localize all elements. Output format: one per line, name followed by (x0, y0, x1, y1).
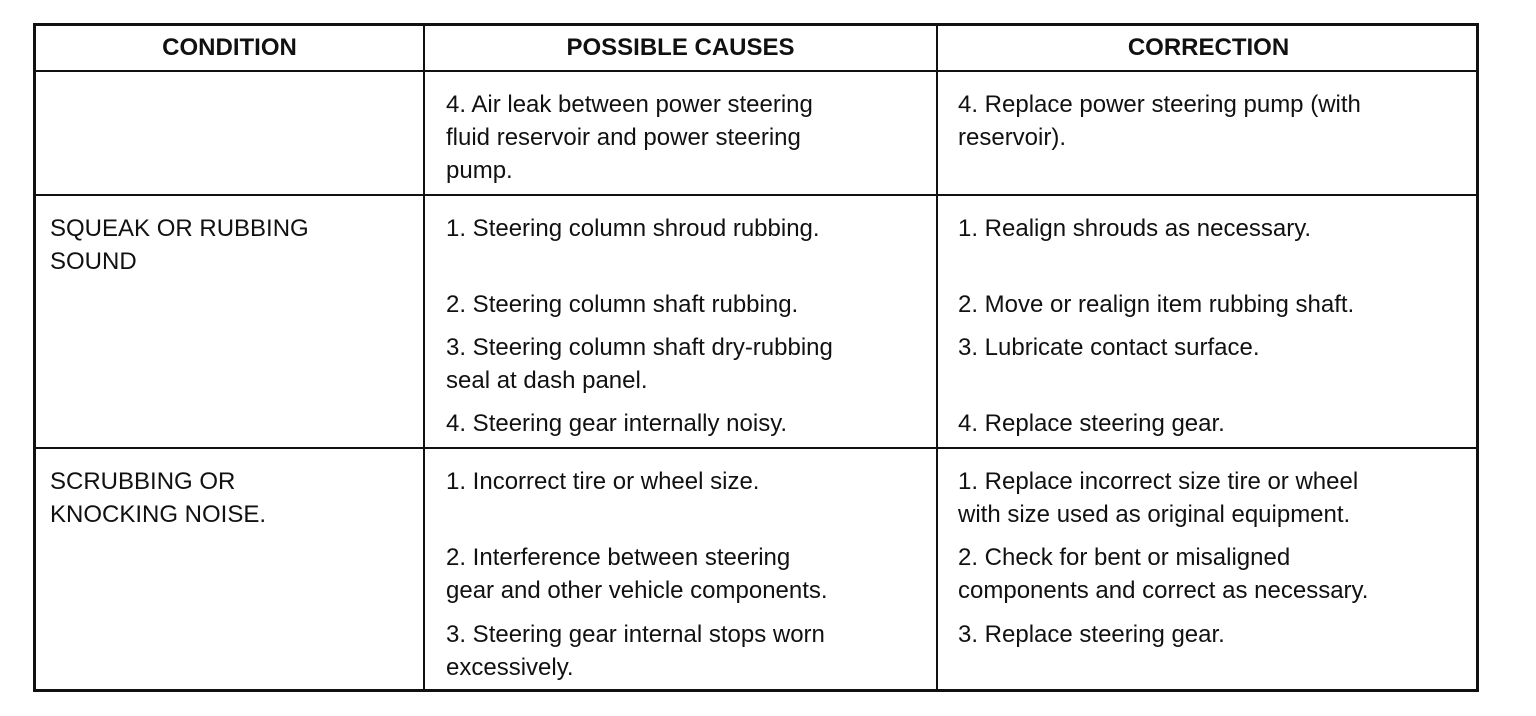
row-3-cause-2: 2. Interference between steering gear and other vehicle components. (446, 544, 828, 604)
row-3-correction-3: 3. Replace steering gear. (958, 621, 1225, 648)
row-3-cause-1: 1. Incorrect tire or wheel size. (446, 468, 760, 495)
row-2-correction-2: 2. Move or realign item rubbing shaft. (958, 291, 1355, 318)
row-1-correction-4: 4. Replace power steering pump (with reservoir). (958, 91, 1361, 151)
row-divider (36, 194, 1476, 196)
header-correction: CORRECTION (1127, 34, 1290, 61)
header-possible-causes: POSSIBLE CAUSES (566, 34, 795, 61)
row-3-condition: SCRUBBING OR KNOCKING NOISE. (50, 468, 267, 528)
column-divider (936, 26, 938, 689)
row-3-cause-3: 3. Steering gear internal stops worn excessively. (446, 621, 825, 681)
row-2-correction-4: 4. Replace steering gear. (958, 410, 1225, 437)
column-divider (423, 26, 425, 689)
row-2-correction-1: 1. Realign shrouds as necessary. (958, 215, 1312, 242)
row-3-correction-1: 1. Replace incorrect size tire or wheel with size used as original equipment. (958, 468, 1359, 528)
row-3-correction-2: 2. Check for bent or misaligned components and correct as necessary. (958, 544, 1369, 604)
troubleshooting-table (33, 23, 1479, 692)
row-2-cause-2: 2. Steering column shaft rubbing. (446, 291, 799, 318)
header-condition: CONDITION (162, 34, 297, 61)
row-divider (36, 447, 1476, 449)
row-2-cause-4: 4. Steering gear internally noisy. (446, 410, 788, 437)
row-2-condition: SQUEAK OR RUBBING SOUND (50, 215, 309, 275)
row-2-cause-1: 1. Steering column shroud rubbing. (446, 215, 820, 242)
row-1-cause-4: 4. Air leak between power steering fluid reservoir and power steering pump. (446, 91, 813, 184)
row-2-cause-3: 3. Steering column shaft dry-rubbing seal at dash panel. (446, 334, 833, 394)
header-divider (36, 70, 1476, 72)
row-2-correction-3: 3. Lubricate contact surface. (958, 334, 1260, 361)
